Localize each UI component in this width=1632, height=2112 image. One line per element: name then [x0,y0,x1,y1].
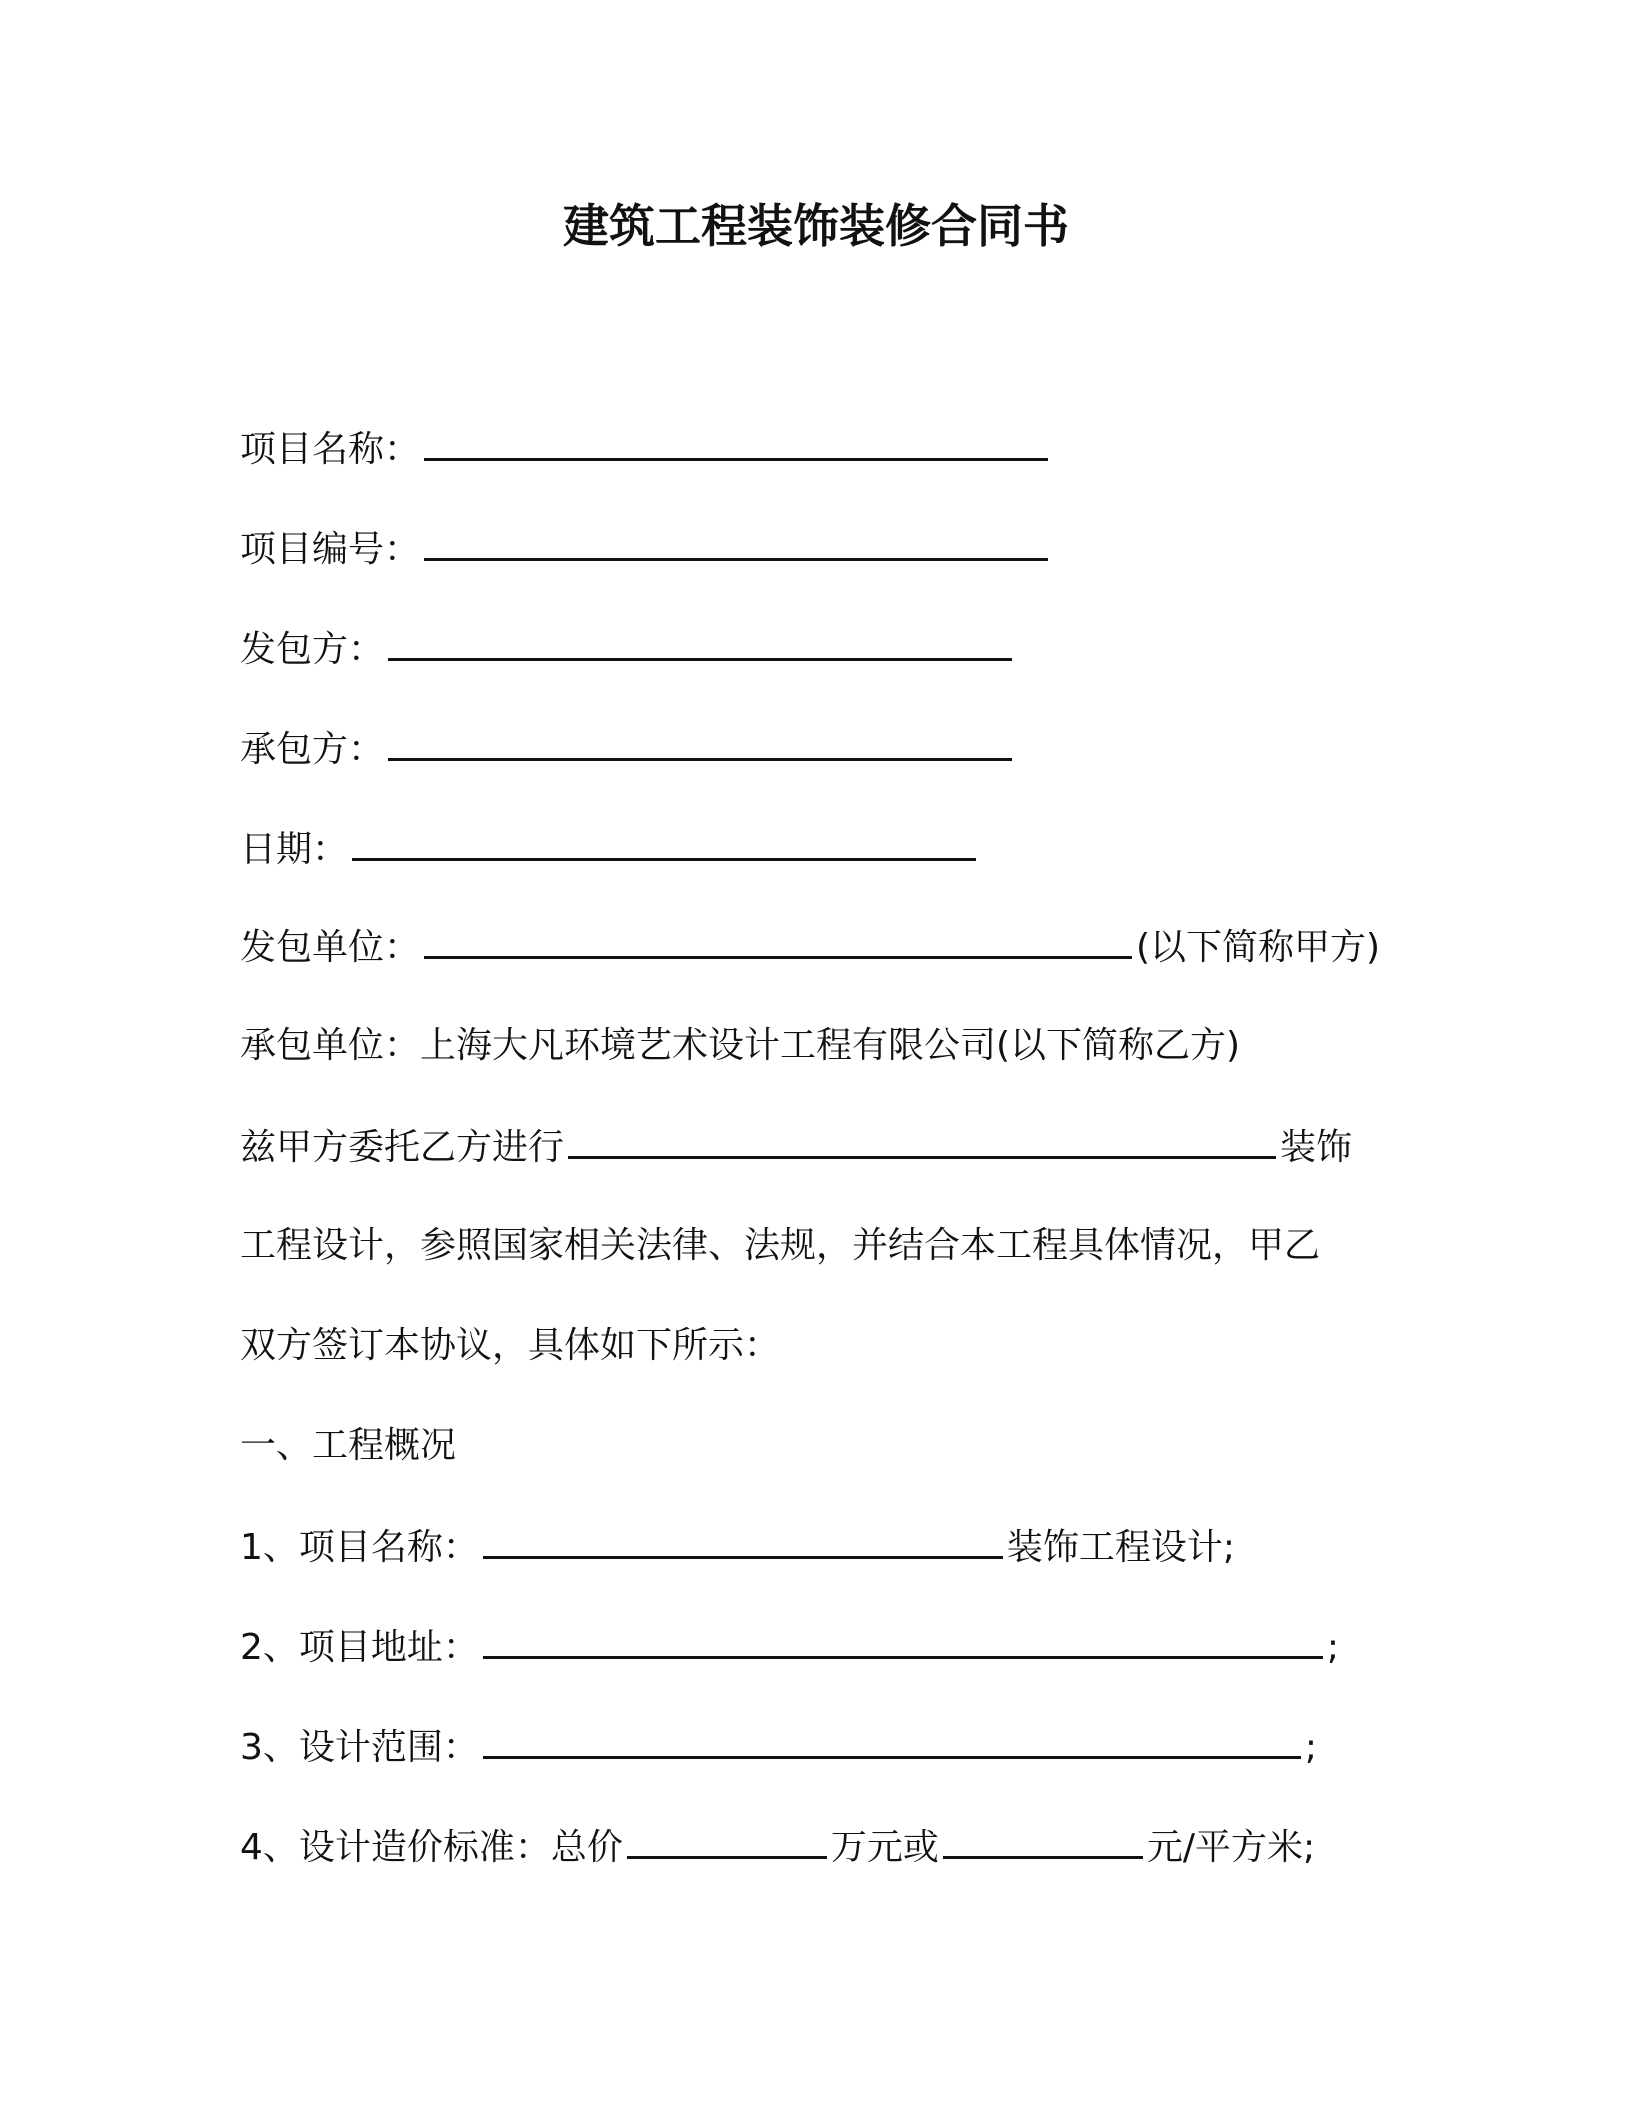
project-no-label: 项目编号： [240,529,421,570]
employer-row [240,624,1016,674]
section-heading: 一、工程概况 [240,1425,457,1466]
item-project-name-row [240,1522,1235,1572]
contractor-blank[interactable] [388,724,1012,761]
intro-suffix: 装饰 [1280,1127,1353,1168]
item-design-scope-row [240,1722,1317,1772]
item3-suffix: ; [1304,1727,1318,1768]
employer-label: 发包方： [240,629,385,670]
document-title: 建筑工程装饰装修合同书 [563,199,1069,253]
item2-suffix: ; [1326,1627,1340,1668]
item4-unit-blank[interactable] [943,1822,1143,1859]
contractor-row [240,724,1016,774]
date-row [240,824,980,874]
item4-label: 4、设计造价标准：总价 [240,1827,623,1868]
project-name-blank[interactable] [424,424,1048,461]
date-blank[interactable] [352,824,976,861]
project-no-row [240,524,1052,574]
item4-suffix: 元/平方米; [1146,1827,1316,1868]
item4-total-blank[interactable] [627,1822,827,1859]
item1-blank[interactable] [483,1522,1003,1559]
item-design-cost-row [240,1822,1315,1872]
decoration-project-blank[interactable] [568,1122,1276,1159]
employer-unit-label: 发包单位： [240,927,421,968]
item2-label: 2、项目地址： [240,1627,479,1668]
project-name-label: 项目名称： [240,429,421,470]
project-no-blank[interactable] [424,524,1048,561]
employer-unit-suffix: (以下简称甲方) [1136,927,1381,968]
item1-label: 1、项目名称： [240,1527,479,1568]
employer-unit-row [240,922,1380,972]
item2-blank[interactable] [483,1622,1323,1659]
item1-suffix: 装饰工程设计; [1006,1527,1236,1568]
contractor-label: 承包方： [240,729,385,770]
item4-mid: 万元或 [830,1827,939,1868]
intro-line-3: 双方签订本协议，具体如下所示： [240,1325,781,1366]
item-project-address-row [240,1622,1339,1672]
item3-label: 3、设计范围： [240,1727,479,1768]
intro-prefix: 兹甲方委托乙方进行 [240,1127,565,1168]
contractor-unit-row: 承包单位：上海大凡环境艺术设计工程有限公司(以下简称乙方) [240,1025,1241,1066]
intro-line-2: 工程设计，参照国家相关法律、法规，并结合本工程具体情况，甲乙 [240,1225,1321,1266]
item3-blank[interactable] [483,1722,1301,1759]
intro-line-1 [240,1122,1352,1172]
project-name-row [240,424,1052,474]
date-label: 日期： [240,829,349,870]
employer-unit-blank[interactable] [424,922,1132,959]
employer-blank[interactable] [388,624,1012,661]
